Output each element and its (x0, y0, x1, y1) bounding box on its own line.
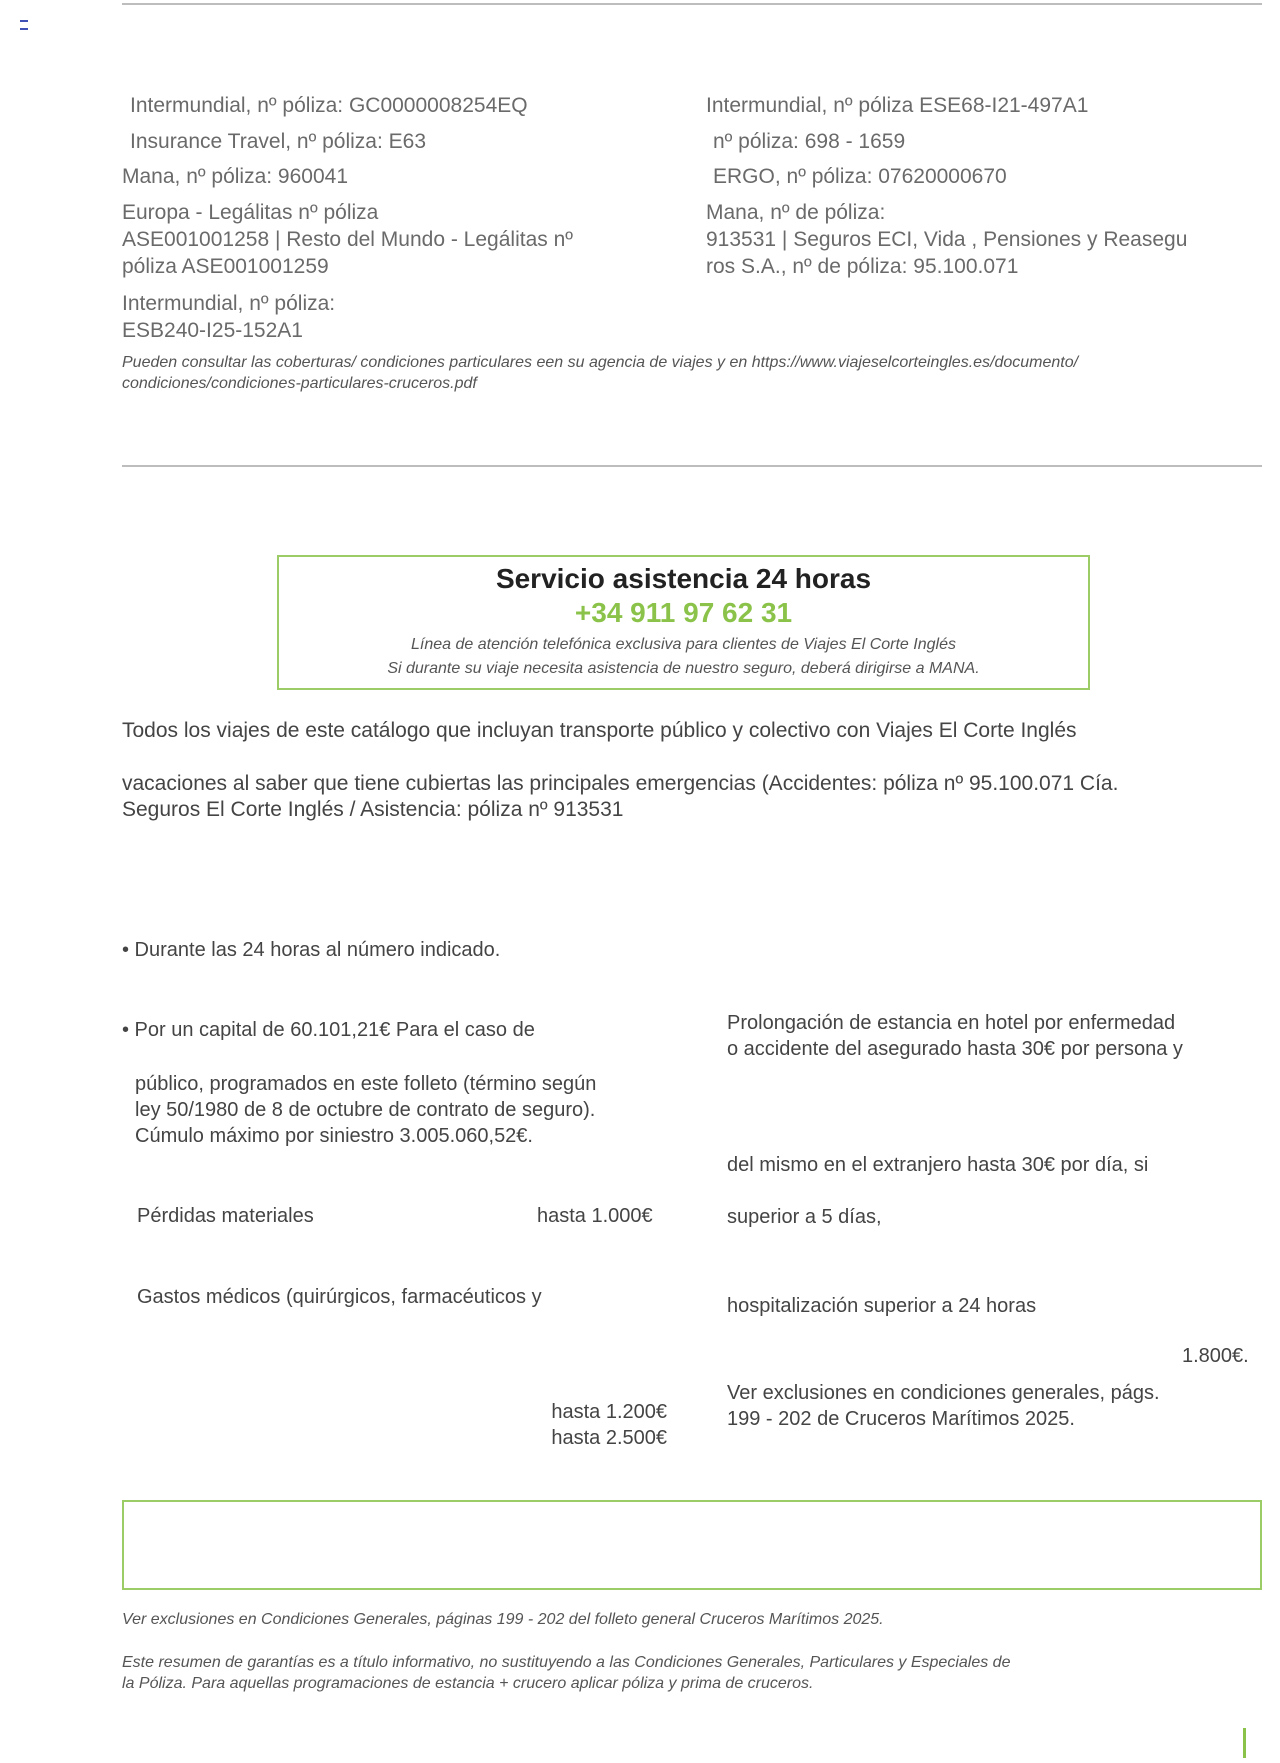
coverage-right-paragraph-5: Ver exclusiones en condiciones generales, págs. 199 - 202 de Cruceros Marítimos 2025. (727, 1382, 1160, 1430)
middle-divider (122, 465, 1262, 467)
gastos-label: Gastos médicos (quirúrgicos, farmacéuticos y (137, 1286, 542, 1308)
assistance-phone[interactable]: +34 911 97 62 31 (574, 597, 793, 628)
assistance-line-2: Si durante su viaje necesita asistencia de nuestro seguro, deberá dirigirse a MANA. (387, 660, 980, 677)
policy-right-4: Mana, nº de póliza: 913531 | Seguros ECI, Vida , Pensiones y Reasegu ros S.A., nº de póliza: 95.100.071 (706, 201, 1188, 278)
policy-left-2: Insurance Travel, nº póliza: E63 (130, 130, 426, 153)
coverage-right-paragraph-2: del mismo en el extranjero hasta 30€ por día, si (727, 1154, 1149, 1176)
coverage-bullet-2: • Por un capital de 60.101,21€ Para el caso de (122, 1019, 535, 1041)
coverage-left-paragraph: público, programados en este folleto (término según ley 50/1980 de 8 de octubre de contrato de seguro). Cúmulo máximo por siniestro 3.005.060,52€. (135, 1073, 597, 1147)
coverage-right-paragraph-1: Prolongación de estancia en hotel por enfermedad o accidente del asegurado hasta 30€ por persona y (727, 1012, 1183, 1060)
coverage-bullet-1: • Durante las 24 horas al número indicado. (122, 939, 501, 961)
footer-note-1: Ver exclusiones en Condiciones Generales, páginas 199 - 202 del folleto general Cruceros Marítimos 2025. (122, 1611, 884, 1628)
policy-left-4: Europa - Legálitas nº póliza ASE001001258 | Resto del Mundo - Legálitas nº póliza ASE001001259 (122, 201, 573, 278)
page-marker (20, 20, 28, 30)
policy-right-2: nº póliza: 698 - 1659 (713, 130, 906, 153)
coverage-right-amount: 1.800€. (1182, 1345, 1249, 1367)
empty-info-box (122, 1500, 1262, 1590)
gastos-values: hasta 1.200€ hasta 2.500€ (551, 1401, 667, 1449)
assistance-title: Servicio asistencia 24 horas (495, 563, 872, 594)
policy-right-1: Intermundial, nº póliza ESE68-I21-497A1 (706, 94, 1089, 117)
assistance-line-1: Línea de atención telefónica exclusiva para clientes de Viajes El Corte Inglés (411, 636, 956, 653)
page-edge-bar (1243, 1728, 1246, 1758)
intro-paragraph-2: vacaciones al saber que tiene cubiertas las principales emergencias (Accidentes: póliza nº 95.100.071 Cía. Seguros El Corte Inglés / Asistencia: póliza nº 913531 (122, 772, 1119, 821)
coverage-right-paragraph-4: hospitalización superior a 24 horas (727, 1295, 1037, 1317)
policy-left-1: Intermundial, nº póliza: GC0000008254EQ (130, 94, 528, 117)
assistance-box (277, 555, 1090, 690)
policy-note: Pueden consultar las coberturas/ condiciones particulares een su agencia de viajes y en https://www.viajeselcorteingles.es/documento/ condiciones/condiciones-particulares-cruceros.pdf (122, 354, 1079, 392)
perdidas-value: hasta 1.000€ (537, 1205, 653, 1227)
coverage-right-paragraph-3: superior a 5 días, (727, 1206, 882, 1228)
policy-right-3: ERGO, nº póliza: 07620000670 (713, 165, 1007, 188)
footer-note-2: Este resumen de garantías es a título informativo, no sustituyendo a las Condiciones Generales, Particulares y Especiales de la Póliza. Para aquellas programaciones de estancia + crucero aplicar póliza y prima de cruceros. (122, 1654, 1011, 1692)
intro-paragraph-1: Todos los viajes de este catálogo que incluyan transporte público y colectivo con Viajes El Corte Inglés (122, 719, 1077, 742)
policy-left-5: Intermundial, nº póliza: ESB240-I25-152A1 (122, 292, 336, 342)
policy-left-3: Mana, nº póliza: 960041 (122, 165, 348, 188)
top-divider (122, 3, 1262, 5)
perdidas-label: Pérdidas materiales (137, 1205, 314, 1227)
